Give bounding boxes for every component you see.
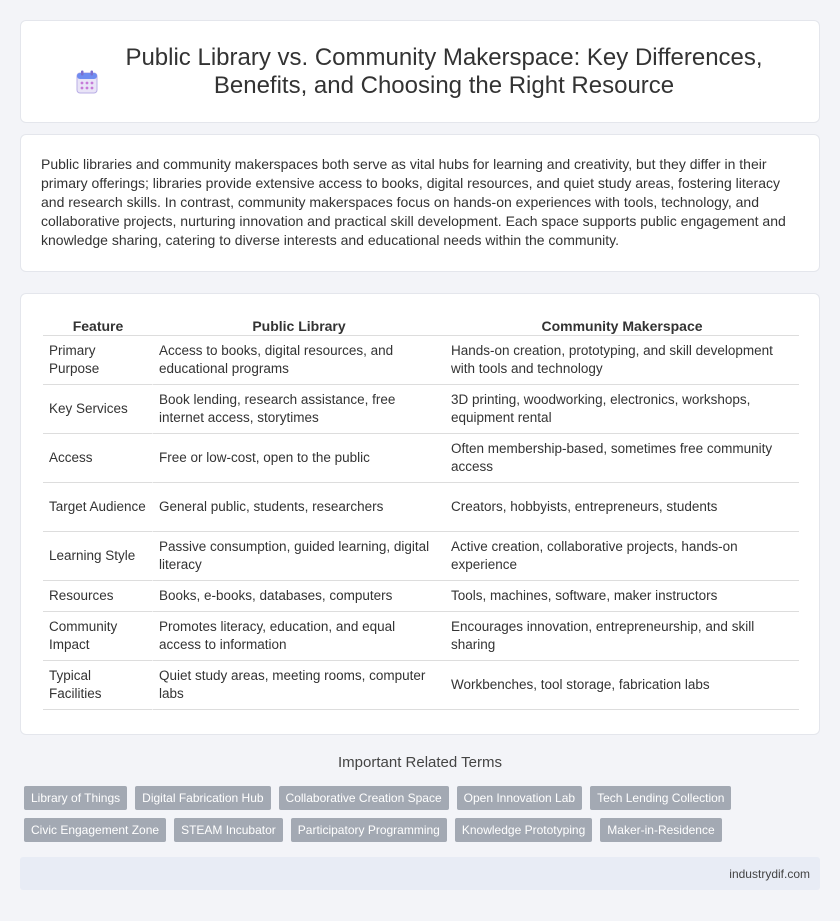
header-card [20, 20, 820, 123]
page-title: Public Library vs. Community Makerspace: Key Differences, Benefits, and Choosing the Right Resource [125, 43, 763, 99]
table-row [43, 532, 799, 581]
related-terms-tags [24, 786, 824, 850]
row-feature: Key Services [43, 385, 153, 434]
related-terms-title: Important Related Terms [338, 754, 502, 771]
header-public-library: Public Library [153, 310, 445, 336]
row-library-value: Books, e-books, databases, computers [153, 581, 445, 612]
row-feature: Primary Purpose [43, 336, 153, 385]
related-term-tag[interactable]: Tech Lending Collection [590, 786, 731, 810]
table-row [43, 661, 799, 710]
row-feature: Resources [43, 581, 153, 612]
comparison-table [43, 310, 799, 710]
footer-site-link[interactable]: industrydif.com [729, 867, 810, 881]
tag-row [24, 786, 824, 810]
row-feature: Access [43, 434, 153, 483]
intro-paragraph: Public libraries and community makerspaces both serve as vital hubs for learning and creativity, but they differ in their primary offerings; libraries provide extensive access to books, digital resources, and quiet study areas, fostering literacy and research skills. In contrast, community makerspaces focus on hands-on experiences with tools, technology, and collaborative projects, nurturing innovation and practical skill development. Each space supports public engagement and knowledge sharing, catering to diverse interests and educational needs within the community. [41, 156, 786, 248]
row-feature: Typical Facilities [43, 661, 153, 710]
table-row [43, 612, 799, 661]
table-row [43, 434, 799, 483]
row-makerspace-value: Encourages innovation, entrepreneurship, and skill sharing [445, 612, 799, 661]
row-makerspace-value: Creators, hobbyists, entrepreneurs, students [445, 483, 799, 532]
table-row [43, 336, 799, 385]
row-feature: Learning Style [43, 532, 153, 581]
related-term-tag[interactable]: Collaborative Creation Space [279, 786, 449, 810]
row-library-value: Free or low-cost, open to the public [153, 434, 445, 483]
row-makerspace-value: Active creation, collaborative projects, hands-on experience [445, 532, 799, 581]
related-term-tag[interactable]: Open Innovation Lab [457, 786, 582, 810]
tag-row [24, 818, 824, 842]
related-term-tag[interactable]: Civic Engagement Zone [24, 818, 166, 842]
row-feature: Community Impact [43, 612, 153, 661]
header-feature: Feature [43, 310, 153, 336]
row-makerspace-value: Often membership-based, sometimes free community access [445, 434, 799, 483]
table-row [43, 581, 799, 612]
intro-card [20, 134, 820, 272]
row-library-value: General public, students, researchers [153, 483, 445, 532]
footer [20, 857, 820, 890]
row-library-value: Access to books, digital resources, and educational programs [153, 336, 445, 385]
row-library-value: Book lending, research assistance, free internet access, storytimes [153, 385, 445, 434]
row-library-value: Promotes literacy, education, and equal access to information [153, 612, 445, 661]
row-makerspace-value: Hands-on creation, prototyping, and skill development with tools and technology [445, 336, 799, 385]
row-feature: Target Audience [43, 483, 153, 532]
header-community-makerspace: Community Makerspace [445, 310, 799, 336]
row-library-value: Quiet study areas, meeting rooms, computer labs [153, 661, 445, 710]
related-term-tag[interactable]: Maker-in-Residence [600, 818, 721, 842]
related-term-tag[interactable]: STEAM Incubator [174, 818, 283, 842]
comparison-table-card [20, 293, 820, 735]
row-makerspace-value: Workbenches, tool storage, fabrication labs [445, 661, 799, 710]
row-makerspace-value: Tools, machines, software, maker instructors [445, 581, 799, 612]
table-row [43, 385, 799, 434]
related-term-tag[interactable]: Participatory Programming [291, 818, 447, 842]
row-library-value: Passive consumption, guided learning, digital literacy [153, 532, 445, 581]
related-term-tag[interactable]: Digital Fabrication Hub [135, 786, 270, 810]
row-makerspace-value: 3D printing, woodworking, electronics, workshops, equipment rental [445, 385, 799, 434]
related-term-tag[interactable]: Library of Things [24, 786, 127, 810]
related-term-tag[interactable]: Knowledge Prototyping [455, 818, 592, 842]
calendar-icon [76, 70, 98, 94]
table-row [43, 483, 799, 532]
table-header-row [43, 310, 799, 336]
